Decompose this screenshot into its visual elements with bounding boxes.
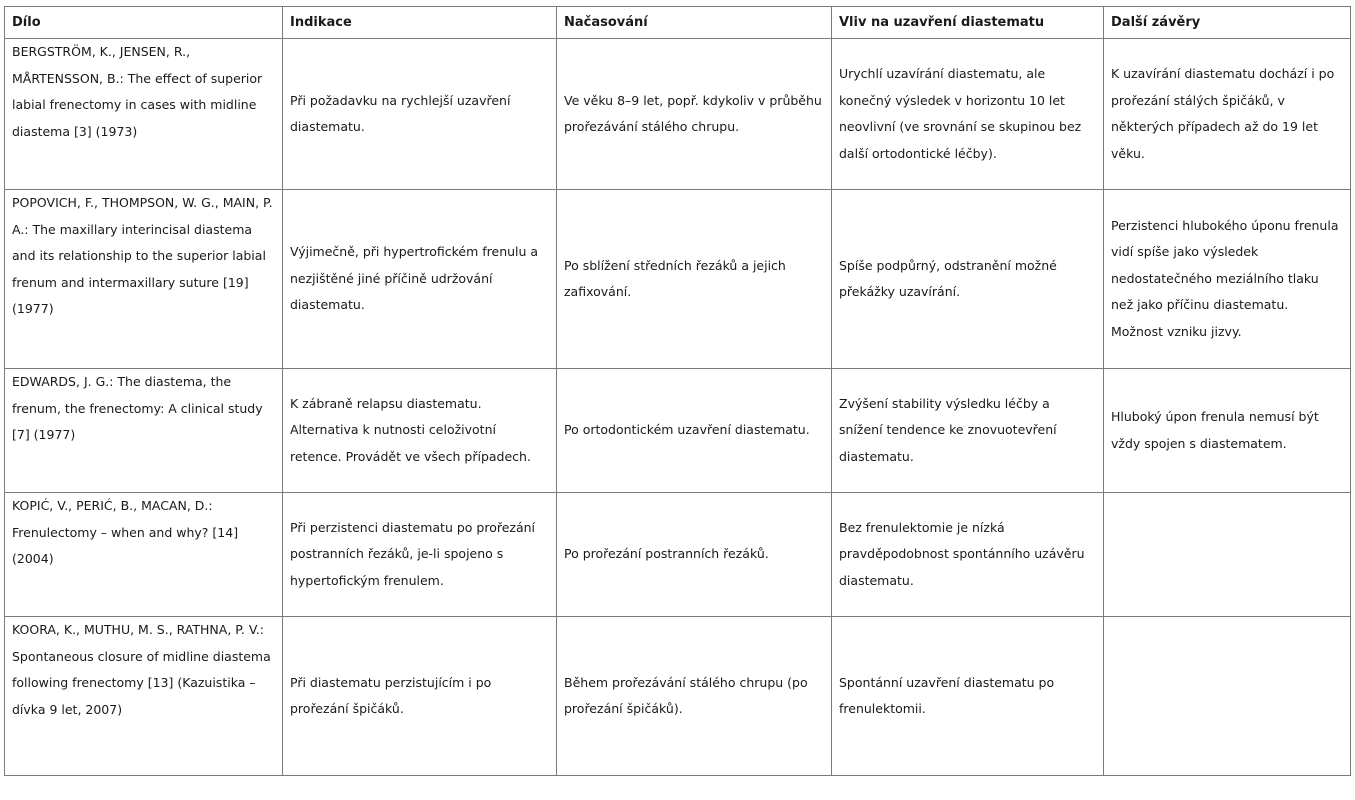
cell-vliv: Spontánní uzavření diastematu po frenulektomii. bbox=[832, 617, 1104, 776]
header-dilo: Dílo bbox=[5, 7, 283, 39]
cell-nacasovani: Ve věku 8–9 let, popř. kdykoliv v průběhu prořezávání stálého chrupu. bbox=[557, 39, 832, 190]
table-row bbox=[5, 39, 1351, 190]
cell-dilo: POPOVICH, F., THOMPSON, W. G., MAIN, P. A.: The maxillary interincisal diastema and its relationship to the superior labial frenum and intermaxillary suture [19] (1977) bbox=[5, 190, 283, 369]
table-row bbox=[5, 617, 1351, 776]
frenectomy-studies-table bbox=[4, 6, 1351, 776]
cell-dilo: EDWARDS, J. G.: The diastema, the frenum, the frenectomy: A clinical study [7] (1977) bbox=[5, 369, 283, 493]
cell-zavery bbox=[1104, 493, 1351, 617]
cell-nacasovani: Po ortodontickém uzavření diastematu. bbox=[557, 369, 832, 493]
cell-indikace: K zábraně relapsu diastematu. Alternativa k nutnosti celoživotní retence. Provádět ve všech případech. bbox=[283, 369, 557, 493]
cell-vliv: Bez frenulektomie je nízká pravděpodobnost spontánního uzávěru diastematu. bbox=[832, 493, 1104, 617]
cell-zavery: Perzistenci hlubokého úponu frenula vidí spíše jako výsledek nedostatečného meziálního tlaku než jako příčinu diastematu. Možnost vzniku jizvy. bbox=[1104, 190, 1351, 369]
cell-vliv: Spíše podpůrný, odstranění možné překážky uzavírání. bbox=[832, 190, 1104, 369]
cell-indikace: Při perzistenci diastematu po prořezání postranních řezáků, je-li spojeno s hypertofickým frenulem. bbox=[283, 493, 557, 617]
table-row bbox=[5, 493, 1351, 617]
table-header-row bbox=[5, 7, 1351, 39]
header-vliv: Vliv na uzavření diastematu bbox=[832, 7, 1104, 39]
cell-nacasovani: Po sblížení středních řezáků a jejich zafixování. bbox=[557, 190, 832, 369]
cell-indikace: Výjimečně, při hypertrofickém frenulu a nezjištěné jiné příčině udržování diastematu. bbox=[283, 190, 557, 369]
header-nacasovani: Načasování bbox=[557, 7, 832, 39]
table-row bbox=[5, 369, 1351, 493]
cell-zavery: K uzavírání diastematu dochází i po prořezání stálých špičáků, v některých případech až do 19 let věku. bbox=[1104, 39, 1351, 190]
cell-nacasovani: Během prořezávání stálého chrupu (po prořezání špičáků). bbox=[557, 617, 832, 776]
cell-dilo: BERGSTRÖM, K., JENSEN, R., MÅRTENSSON, B.: The effect of superior labial frenectomy in cases with midline diastema [3] (1973) bbox=[5, 39, 283, 190]
cell-indikace: Při diastematu perzistujícím i po prořezání špičáků. bbox=[283, 617, 557, 776]
cell-zavery bbox=[1104, 617, 1351, 776]
table-row bbox=[5, 190, 1351, 369]
cell-zavery: Hluboký úpon frenula nemusí být vždy spojen s diastematem. bbox=[1104, 369, 1351, 493]
cell-vliv: Urychlí uzavírání diastematu, ale konečný výsledek v horizontu 10 let neovlivní (ve srovnání se skupinou bez další ortodontické léčby). bbox=[832, 39, 1104, 190]
cell-dilo: KOORA, K., MUTHU, M. S., RATHNA, P. V.: Spontaneous closure of midline diastema following frenectomy [13] (Kazuistika – dívka 9 let, 2007) bbox=[5, 617, 283, 776]
header-zavery: Další závěry bbox=[1104, 7, 1351, 39]
cell-indikace: Při požadavku na rychlejší uzavření diastematu. bbox=[283, 39, 557, 190]
cell-vliv: Zvýšení stability výsledku léčby a snížení tendence ke znovuotevření diastematu. bbox=[832, 369, 1104, 493]
header-indikace: Indikace bbox=[283, 7, 557, 39]
cell-nacasovani: Po prořezání postranních řezáků. bbox=[557, 493, 832, 617]
cell-dilo: KOPIĆ, V., PERIĆ, B., MACAN, D.: Frenulectomy – when and why? [14] (2004) bbox=[5, 493, 283, 617]
